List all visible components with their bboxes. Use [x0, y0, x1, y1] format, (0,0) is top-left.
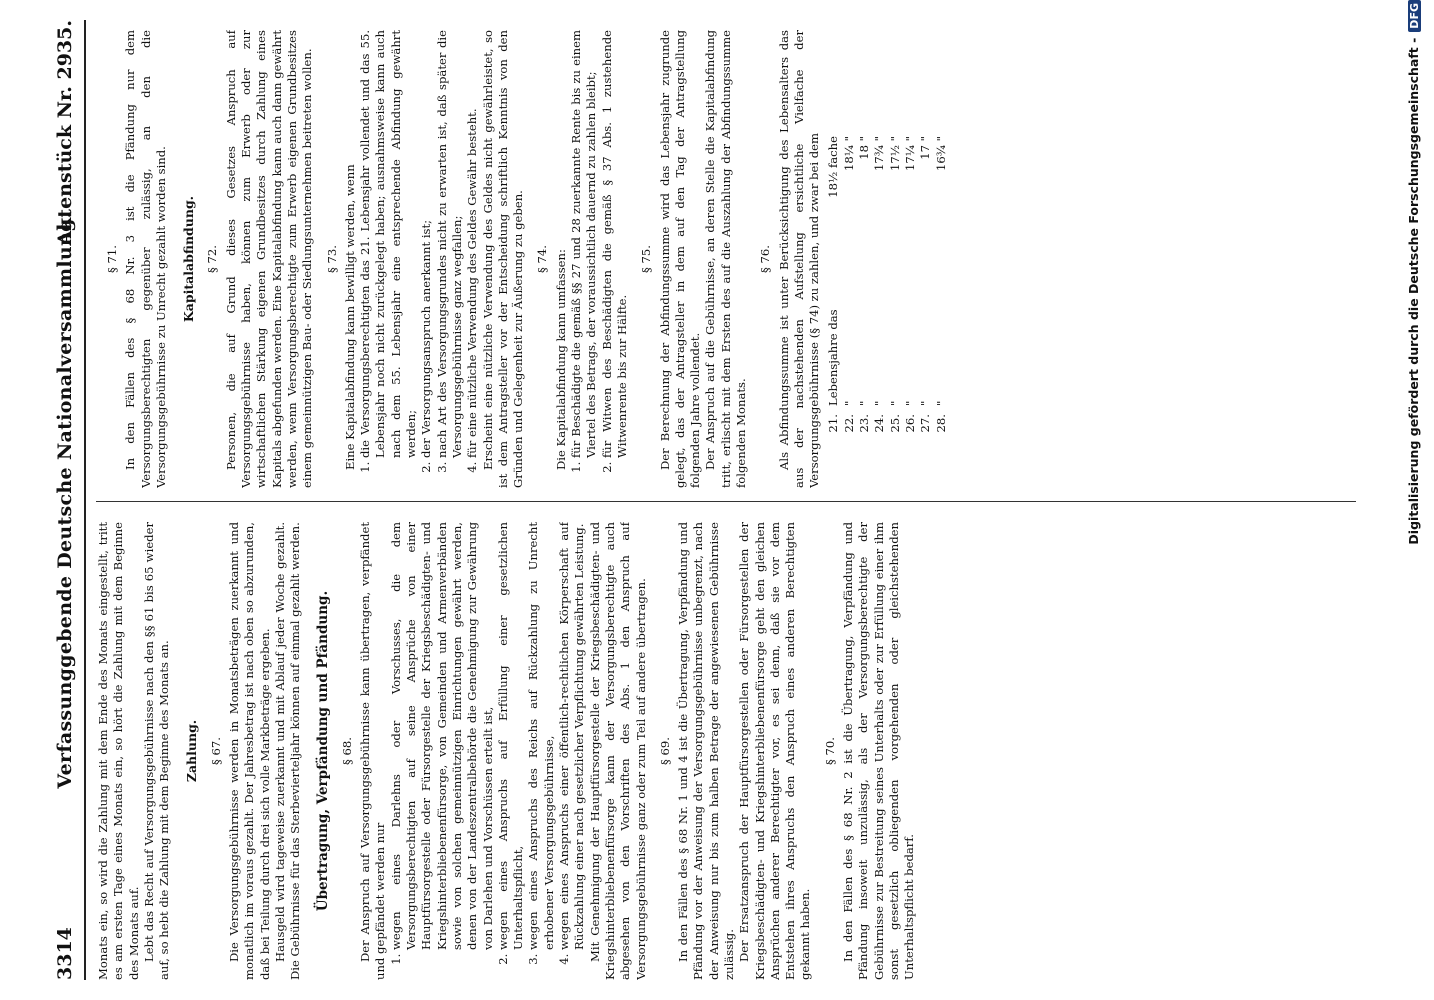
section-number: § 75.: [639, 245, 654, 273]
section-heading: Übertragung, Verpfändung und Pfändung.: [314, 590, 331, 912]
section-number: § 74.: [535, 245, 550, 273]
multiple-cell: 17¾ ": [872, 136, 887, 172]
list-item: 1. die Versorgungsberechtigten das 21. Lebensjahr vollendet und das 55. Lebensjahr noch nicht zurückgelegt haben; ausnahmsweise kann auch nach dem 55. Lebensjahr eine entsprechende Abfindung gewährt werden;: [358, 30, 419, 458]
paragraph: Der Anspruch auf die Gebührnisse, an deren Stelle die Kapitalabfindung tritt, erlischt mit dem Ersten des auf die Auszahlung der Abfindungssumme folgenden Monats.: [703, 30, 748, 488]
list-item: 2. der Versorgungsanspruch anerkannt ist;: [419, 30, 434, 458]
dfg-logo: DFG: [1408, 0, 1421, 32]
paragraph: Der Anspruch auf Versorgungsgebührnisse kann übertragen, verpfändet und gepfändet werden nur: [358, 522, 388, 980]
abfindung-table: [826, 30, 948, 448]
paragraph: Der Berechnung der Abfindungssumme wird das Lebensjahr zugrunde gelegt, das der Antragsteller in dem auf den Tag der Antragstellung folgenden Jahre vollendet.: [657, 30, 703, 488]
list-item: 4. wegen eines Anspruchs einer öffentlich-rechtlichen Körperschaft auf Rückzahlung einer nach gesetzlicher Verpflichtung gewährten Leistung.: [557, 522, 588, 950]
table-row: [826, 128, 841, 448]
age-cell: 26.: [902, 414, 917, 433]
numbered-list: [389, 522, 588, 980]
section-number: § 68.: [339, 737, 354, 765]
list-item: 2. für Witwen des Beschädigten die gemäß § 37 Abs. 1 zustehende Witwenrente bis zur Hälfte.: [600, 30, 631, 458]
credit-text: Digitalisierung gefördert durch die Deutsche Forschungsgemeinschaft -: [1406, 37, 1421, 545]
digitization-credit: [1386, 0, 1434, 1000]
age-cell: 24.: [872, 414, 887, 433]
paragraph: Personen, die auf Grund dieses Gesetzes Anspruch auf Versorgungsgebührnisse haben, können zum Erwerb oder zur wirtschaftlichen Stärkung eigenen Grundbesitzes durch Zahlung eines Kapitals abgefunden werden. Eine Kapitalabfindung kann auch dann gewährt werden, wenn Versorgungsberechtigte zum Erwerb eigenen Grundbesitzes einem gemeinnützigen Bau- oder Siedlungsunternehmen beitreten wollen.: [223, 30, 315, 488]
rotated-page-content: [50, 20, 1380, 980]
numbered-list: [569, 30, 630, 488]
multiple-cell: 18¼ ": [841, 136, 856, 172]
multiple-cell: 16¾ ": [933, 136, 948, 172]
right-column: [96, 30, 1366, 488]
section-number: § 71.: [105, 245, 119, 273]
age-cell: 28.: [933, 414, 948, 433]
page-number: 3314: [54, 927, 76, 980]
table-row: [842, 128, 857, 448]
numbered-list: [358, 30, 480, 488]
paragraph: Die Versorgungsgebührnisse werden in Monatsbeträgen zuerkannt und monatlich im voraus gezahlt. Der Jahresbetrag ist nach oben so abzurunden, daß bei Teilung durch drei sich volle Markbeträge ergeben.: [227, 522, 272, 980]
multiple-cell: 18½ fache: [826, 136, 841, 198]
section-number: § 70.: [822, 737, 837, 765]
table-row: [918, 128, 933, 448]
publication-title: Verfassunggebende Deutsche Nationalversammlung.: [54, 211, 76, 789]
section-number: § 72.: [205, 245, 220, 273]
paragraph: Der Ersatzanspruch der Hauptfürsorgestellen oder Fürsorgestellen der Kriegsbeschädigten- und Kriegshinterbliebenenfürsorge geht den gleichen Ansprüchen anderer Berechtigter vor, es sei denn, daß sie vor dem Entstehen ihres Anspruchs den Anspruch eines anderen Berechtigten gekannt haben.: [737, 522, 813, 980]
multiple-cell: 17 ": [918, 136, 933, 160]
age-cell: 27.: [918, 414, 933, 433]
table-row: [872, 128, 887, 448]
table-row: [934, 128, 949, 448]
credit-line: [1406, 0, 1434, 1000]
list-item: 3. nach Art des Versorgungsgrundes nicht zu erwarten ist, daß später die Versorgungsgebührnisse ganz wegfallen;: [435, 30, 466, 458]
paragraph: Monats ein, so wird die Zahlung mit dem Ende des Monats eingestellt, tritt es am ersten Tage eines Monats ein, so hört die Zahlung mit dem Beginne des Monats auf.: [96, 522, 141, 980]
paragraph: Mit Genehmigung der Hauptfürsorgestelle der Kriegsbeschädigten- und Kriegshinterbliebenenfürsorge kann der Versorgungsberechtigte auch abgesehen von den Vorschriften des Abs. 1 den Anspruch auf Versorgungsgebührnisse ganz oder zum Teil auf andere übertragen.: [587, 522, 648, 980]
label-cell: ": [902, 400, 917, 406]
list-item: 1. wegen eines Darlehns oder Vorschusses, die dem Versorgungsberechtigten auf seine Ansprüche von einer Hauptfürsorgestelle oder Fürsorgestelle der Kriegsbeschädigten- und Kriegshinterbliebenenfürsorge, von Gemeinden und Armenverbänden sowie von solchen gemeinnützigen Einrichtungen gewährt werden, denen von der Landeszentralbehörde die Genehmigung zur Gewährung von Darlehen und Vorschüssen erteilt ist,: [389, 522, 496, 950]
paragraph: Erscheint eine nützliche Verwendung des Geldes nicht gewährleistet, so ist dem Antragsteller vor der Entscheidung schriftlich Kenntnis von den Gründen und Gelegenheit zur Äußerung zu geben.: [480, 30, 526, 488]
age-cell: 21.: [826, 414, 841, 433]
section-heading: Zahlung.: [184, 719, 200, 783]
section-number: § 73.: [324, 245, 339, 273]
multiple-cell: 17½ ": [887, 136, 902, 172]
paragraph: Lebt das Recht auf Versorgungsgebührnisse nach den §§ 61 bis 65 wieder auf, so hebt die Zahlung mit dem Beginne des Monats an.: [141, 522, 172, 980]
list-item: 2. wegen eines Anspruchs auf Erfüllung einer gesetzlichen Unterhaltspflicht,: [496, 522, 527, 950]
age-cell: 22.: [841, 414, 856, 433]
table-row: [903, 128, 918, 448]
section-heading: Kapitalabfindung.: [181, 195, 197, 323]
age-cell: 25.: [887, 414, 902, 433]
label-cell: ": [841, 400, 856, 406]
left-column: [96, 522, 1366, 980]
label-cell: ": [872, 400, 887, 406]
list-item: 4. für eine nützliche Verwendung des Geldes Gewähr besteht.: [465, 30, 480, 458]
section-number: § 67.: [208, 737, 223, 765]
section-number: § 69.: [657, 737, 672, 765]
paragraph: In den Fällen des § 68 Nr. 3 ist die Pfändung nur dem Versorgungsberechtigten gegenüber zulässig, an den die Versorgungsgebührnisse zu Unrecht gezahlt worden sind.: [123, 30, 168, 488]
table-row: [888, 128, 903, 448]
paragraph: Hausgeld wird tageweise zuerkannt und mit Ablauf jeder Woche gezahlt. Die Gebührnisse für das Sterbevierteljahr können auf einmal gezahlt werden.: [272, 522, 303, 980]
paragraph: Die Kapitalabfindung kann umfassen:: [553, 249, 568, 470]
column-divider: [96, 501, 1356, 502]
list-item: 1. für Beschädigte die gemäß §§ 27 und 28 zuerkannte Rente bis zu einem Viertel des Betrags, der voraussichtlich dauernd zu zahlen bleibt;: [569, 30, 600, 458]
multiple-cell: 18 ": [857, 136, 872, 160]
document-number: Aktenstück Nr. 2935.: [54, 20, 76, 246]
page-header: [50, 20, 86, 980]
label-cell: ": [933, 400, 948, 406]
table-row: [857, 128, 872, 448]
section-number: § 76.: [758, 245, 773, 273]
label-cell: ": [887, 400, 902, 406]
label-cell: ": [857, 400, 872, 406]
list-item: 3. wegen eines Anspruchs des Reichs auf Rückzahlung zu Unrecht erhobener Versorgungsgebührnisse,: [526, 522, 557, 950]
paragraph: Eine Kapitalabfindung kann bewilligt werden, wenn: [342, 164, 357, 470]
paragraph: Als Abfindungssumme ist unter Berücksichtigung des Lebensalters das aus der nachstehenden Aufstellung ersichtliche Vielfache der Versorgungsgebührnisse (§ 74) zu zahlen, und zwar bei dem: [776, 30, 822, 488]
multiple-cell: 17¼ ": [902, 136, 917, 172]
paragraph: In den Fällen des § 68 Nr. 2 ist die Übertragung, Verpfändung und Pfändung insoweit unzulässig, als der Versorgungsberechtigte der Gebührnisse zur Bestreitung seines Unterhalts oder zur Erfüllung einer ihm sonst gesetzlich obliegenden vorgehenden oder gleichstehenden Unterhaltspflicht bedarf.: [841, 522, 917, 980]
label-cell: Lebensjahre das: [826, 309, 841, 406]
label-cell: ": [918, 400, 933, 406]
age-cell: 23.: [857, 414, 872, 433]
paragraph: In den Fällen des § 68 Nr. 1 und 4 ist die Übertragung, Verpfändung und Pfändung vor der Anweisung der Versorgungsgebührnisse unbegrenzt, nach der Anweisung nur bis zum halben Betrage der angewiesenen Gebührnisse zulässig.: [676, 522, 736, 980]
